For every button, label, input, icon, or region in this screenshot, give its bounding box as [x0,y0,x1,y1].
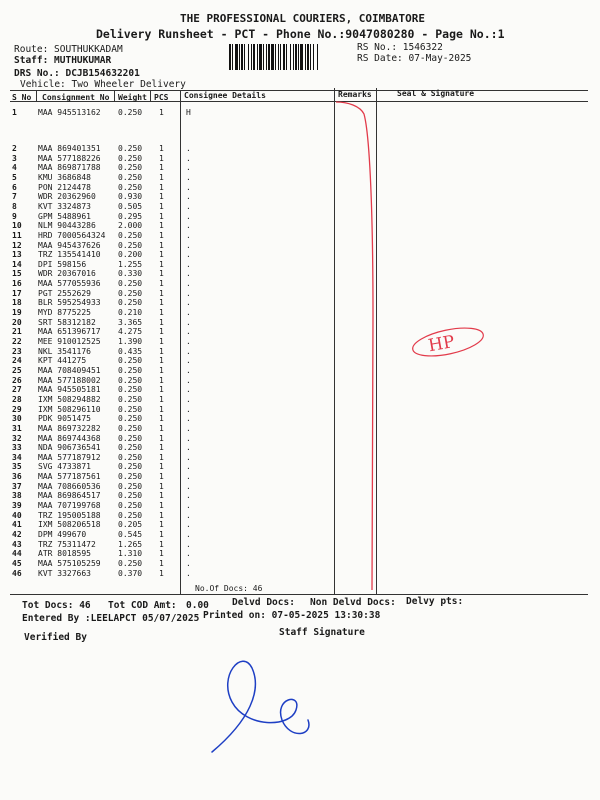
row-wt: 0.250 [118,356,143,366]
row-sno: 38 [12,491,22,501]
row-cn: MAA 708409451 [38,365,101,375]
row-pcs: 1 [159,491,164,501]
row-sno: 1 [12,108,17,117]
rs-number: RS No.: 1546322 [357,42,443,53]
row-pcs: 1 [159,530,164,539]
non-delvd-docs: Non Delvd Docs: [310,597,396,608]
row-wt: 0.250 [118,452,143,462]
row-pcs: 1 [159,549,164,559]
row-cd: . [186,558,191,568]
row-sno: 13 [12,250,22,260]
row-sno: 27 [12,385,22,395]
delvy-pts: Delvy pts: [406,596,464,607]
row-cn: NLM 90443286 [38,221,96,231]
row-pcs: 1 [159,346,164,356]
row-sno: 2 [12,144,17,153]
row-wt: 0.205 [118,520,143,530]
col-seal-signature: Seal & Signature [397,89,475,98]
row-cd: . [186,472,191,482]
row-wt: 0.250 [118,298,143,308]
row-cn: MAA 869744368 [38,433,101,443]
row-sno: 19 [12,308,22,318]
row-cn: NDA 906736541 [38,443,101,453]
row-wt: 0.250 [118,394,143,404]
delvd-docs: Delvd Docs: [232,597,295,608]
row-cn: IXM 508296110 [38,404,101,414]
row-cd: . [186,375,191,385]
row-cd: . [186,211,191,221]
col-consignment: Consignment No [42,93,110,102]
row-cd: . [186,144,191,153]
row-sno: 10 [12,221,22,231]
row-sno: 6 [12,182,17,192]
row-sno: 40 [12,510,22,520]
row-sno: 34 [12,452,22,462]
row-pcs: 1 [159,365,164,375]
red-pen-stroke [336,102,373,590]
row-sno: 32 [12,433,22,443]
row-pcs: 1 [159,182,164,192]
row-cd: . [186,250,191,260]
row-pcs: 1 [159,317,164,327]
company-name: THE PROFESSIONAL COURIERS, COIMBATORE [180,12,426,25]
col-divider [180,90,181,594]
row-wt: 0.200 [118,250,143,260]
row-cn: MAA 945513162 [38,108,101,117]
row-pcs: 1 [159,433,164,443]
row-cd: . [186,221,191,231]
row-sno: 15 [12,269,22,279]
row-pcs: 1 [159,269,164,279]
row-wt: 0.435 [118,346,143,356]
row-sno: 36 [12,472,22,482]
row-cd: . [186,462,191,472]
row-sno: 37 [12,481,22,491]
row-wt: 0.250 [118,144,143,153]
row-cn: TRZ 75311472 [38,539,96,549]
col-remarks: Remarks [338,90,372,99]
row-wt: 0.295 [118,211,143,221]
row-pcs: 1 [159,308,164,318]
row-cd: . [186,501,191,511]
row-cn: KPT 441275 [38,356,87,366]
row-pcs: 1 [159,472,164,482]
cod-amount: 0.00 [186,600,209,611]
row-sno: 29 [12,404,22,414]
row-sno: 3 [12,153,17,163]
row-cn: MAA 575105259 [38,558,101,568]
row-cn: DPI 598156 [38,259,87,269]
row-cd: . [186,549,191,559]
row-cd: . [186,481,191,491]
row-wt: 1.310 [118,549,143,559]
row-sno: 46 [12,568,22,578]
staff-label: Staff: MUTHUKUMAR [14,55,112,66]
row-sno: 8 [12,201,17,211]
row-cn: MEE 910012525 [38,337,101,346]
row-cd: . [186,433,191,443]
vehicle-label: Vehicle: Two Wheeler Delivery [20,79,186,90]
row-cd: . [186,269,191,279]
row-pcs: 1 [159,481,164,491]
row-sno: 5 [12,172,17,182]
row-wt: 0.250 [118,182,143,192]
verified-by: Verified By [24,632,87,643]
row-cd: . [186,452,191,462]
row-cn: WDR 20367016 [38,269,96,279]
row-cn: PON 2124478 [38,182,91,192]
tot-docs: Tot Docs: 46 [22,600,91,611]
row-wt: 0.250 [118,404,143,414]
row-pcs: 1 [159,144,164,153]
row-pcs: 1 [159,337,164,346]
row-cd: . [186,337,191,346]
row-pcs: 1 [159,414,164,424]
row-pcs: 1 [159,423,164,433]
row-wt: 0.210 [118,308,143,318]
row-pcs: 1 [159,327,164,337]
row-cn: MAA 577188002 [38,375,101,385]
barcode [229,44,353,70]
row-wt: 0.250 [118,481,143,491]
row-wt: 0.250 [118,501,143,511]
runsheet-title: Delivery Runsheet - PCT - Phone No.:9047080280 - Page No.:1 [96,27,505,41]
row-wt: 0.250 [118,230,143,240]
row-cd: . [186,153,191,163]
col-sno: S No [12,93,32,102]
row-cd: . [186,298,191,308]
row-wt: 0.250 [118,510,143,520]
row-pcs: 1 [159,230,164,240]
row-cn: MAA 577188226 [38,153,101,163]
row-cn: TRZ 135541410 [38,250,101,260]
row-wt: 0.505 [118,201,143,211]
row-cd: . [186,192,191,202]
row-sno: 16 [12,279,22,289]
row-sno: 23 [12,346,22,356]
row-sno: 7 [12,192,17,202]
row-cd: . [186,510,191,520]
row-sno: 41 [12,520,22,530]
row-cn: SRT 58312182 [38,317,96,327]
row-cd: . [186,539,191,549]
row-cd: . [186,279,191,289]
row-wt: 0.250 [118,172,143,182]
row-wt: 0.330 [118,269,143,279]
staff-signature-label: Staff Signature [279,627,365,638]
row-pcs: 1 [159,250,164,260]
row-pcs: 1 [159,153,164,163]
row-pcs: 1 [159,172,164,182]
row-cd: . [186,385,191,395]
row-cd: H [186,108,191,117]
row-cn: PDK 9051475 [38,414,91,424]
row-cd: . [186,317,191,327]
row-wt: 0.250 [118,414,143,424]
row-sno: 24 [12,356,22,366]
row-cn: MAA 577187561 [38,472,101,482]
row-sno: 33 [12,443,22,453]
row-cd: . [186,346,191,356]
row-wt: 0.250 [118,385,143,395]
row-pcs: 1 [159,201,164,211]
row-cn: MAA 945505181 [38,385,101,395]
row-wt: 0.250 [118,288,143,298]
row-pcs: 1 [159,279,164,289]
row-sno: 45 [12,558,22,568]
row-cn: MAA 708660536 [38,481,101,491]
row-wt: 4.275 [118,327,143,337]
row-cn: NKL 3541176 [38,346,91,356]
row-sno: 11 [12,230,22,240]
row-cd: . [186,327,191,337]
row-cd: . [186,394,191,404]
row-sno: 20 [12,317,22,327]
row-sno: 12 [12,240,22,250]
row-pcs: 1 [159,568,164,578]
row-sno: 30 [12,414,22,424]
row-cn: DPM 499670 [38,530,87,539]
row-wt: 0.250 [118,443,143,453]
row-wt: 0.250 [118,163,143,173]
row-wt: 0.250 [118,375,143,385]
row-cn: MAA 869401351 [38,144,101,153]
row-cn: MAA 707199768 [38,501,101,511]
row-cd: . [186,182,191,192]
row-wt: 0.250 [118,558,143,568]
row-wt: 2.000 [118,221,143,231]
drs-number: DRS No.: DCJB154632201 [14,68,140,79]
handwritten-signature [190,640,340,760]
route-label: Route: SOUTHUKKADAM [14,44,123,55]
row-wt: 0.545 [118,530,143,539]
row-pcs: 1 [159,404,164,414]
col-pcs: PCS [154,93,169,102]
row-wt: 0.250 [118,462,143,472]
row-cd: . [186,520,191,530]
row-pcs: 1 [159,259,164,269]
row-cn: SVG 4733871 [38,462,91,472]
row-cn: MAA 945437626 [38,240,101,250]
col-divider [114,90,115,101]
row-wt: 0.250 [118,108,143,117]
row-wt: 1.390 [118,337,143,346]
row-pcs: 1 [159,221,164,231]
row-cd: . [186,163,191,173]
rs-date: RS Date: 07-May-2025 [357,53,472,64]
row-wt: 1.255 [118,259,143,269]
row-wt: 0.930 [118,192,143,202]
row-cd: . [186,530,191,539]
row-cd: . [186,259,191,269]
row-cn: BLR 595254933 [38,298,101,308]
row-cn: IXM 508206518 [38,520,101,530]
row-cn: MAA 577055936 [38,279,101,289]
row-sno: 25 [12,365,22,375]
row-wt: 0.250 [118,279,143,289]
row-wt: 3.365 [118,317,143,327]
tot-cod-amt: Tot COD Amt: [108,600,177,611]
row-sno: 22 [12,337,22,346]
row-pcs: 1 [159,510,164,520]
row-wt: 0.370 [118,568,143,578]
row-sno: 28 [12,394,22,404]
row-cn: GPM 5488961 [38,211,91,221]
row-cn: MYD 8775225 [38,308,91,318]
row-cd: . [186,443,191,453]
row-cd: . [186,491,191,501]
row-cd: . [186,308,191,318]
row-sno: 39 [12,501,22,511]
row-wt: 0.250 [118,153,143,163]
row-cd: . [186,201,191,211]
row-cn: PGT 2552629 [38,288,91,298]
row-wt: 0.250 [118,240,143,250]
row-cn: KMU 3686848 [38,172,91,182]
row-wt: 1.265 [118,539,143,549]
row-cn: MAA 869864517 [38,491,101,501]
col-weight: Weight [118,93,147,102]
row-wt: 0.250 [118,472,143,482]
row-cn: HRD 7000564324 [38,230,106,240]
row-cd: . [186,414,191,424]
row-sno: 43 [12,539,22,549]
row-pcs: 1 [159,558,164,568]
row-cd: . [186,288,191,298]
row-cd: . [186,404,191,414]
row-pcs: 1 [159,240,164,250]
row-pcs: 1 [159,163,164,173]
row-cd: . [186,240,191,250]
row-cd: . [186,423,191,433]
row-pcs: 1 [159,211,164,221]
row-pcs: 1 [159,520,164,530]
table-top-rule [10,90,588,91]
row-sno: 4 [12,163,17,173]
col-consignee: Consignee Details [184,91,266,100]
row-cd: . [186,568,191,578]
row-cd: . [186,365,191,375]
row-sno: 26 [12,375,22,385]
row-cn: WDR 20362960 [38,192,96,202]
row-cn: KVT 3327663 [38,568,91,578]
row-cn: IXM 508294882 [38,394,101,404]
row-wt: 0.250 [118,491,143,501]
row-pcs: 1 [159,452,164,462]
signature-stroke [212,661,309,752]
row-pcs: 1 [159,298,164,308]
row-cd: . [186,172,191,182]
row-wt: 0.250 [118,423,143,433]
row-sno: 31 [12,423,22,433]
row-sno: 35 [12,462,22,472]
row-sno: 9 [12,211,17,221]
row-wt: 0.250 [118,365,143,375]
row-pcs: 1 [159,394,164,404]
row-cd: . [186,356,191,366]
row-pcs: 1 [159,501,164,511]
row-cn: MAA 869732282 [38,423,101,433]
row-sno: 44 [12,549,22,559]
row-sno: 14 [12,259,22,269]
handwritten-hp: HP [426,332,457,357]
row-cn: MAA 869871788 [38,163,101,173]
entered-by: Entered By :LEELAPCT 05/07/2025 [22,613,200,624]
no-of-docs: No.Of Docs: 46 [195,584,263,593]
row-pcs: 1 [159,375,164,385]
row-pcs: 1 [159,462,164,472]
row-cn: TRZ 195005188 [38,510,101,520]
printed-on: Printed on: 07-05-2025 13:30:38 [203,610,381,621]
col-divider [150,90,151,101]
row-cn: ATR 8018595 [38,549,91,559]
row-cd: . [186,230,191,240]
row-sno: 42 [12,530,22,539]
row-pcs: 1 [159,192,164,202]
row-sno: 17 [12,288,22,298]
row-cn: MAA 651396717 [38,327,101,337]
row-pcs: 1 [159,288,164,298]
row-pcs: 1 [159,385,164,395]
row-cn: KVT 3324873 [38,201,91,211]
row-pcs: 1 [159,108,164,117]
row-pcs: 1 [159,443,164,453]
row-sno: 18 [12,298,22,308]
row-pcs: 1 [159,356,164,366]
row-pcs: 1 [159,539,164,549]
handwritten-remarks [330,96,550,596]
row-wt: 0.250 [118,433,143,443]
col-divider [36,90,37,101]
row-cn: MAA 577187912 [38,452,101,462]
row-sno: 21 [12,327,22,337]
